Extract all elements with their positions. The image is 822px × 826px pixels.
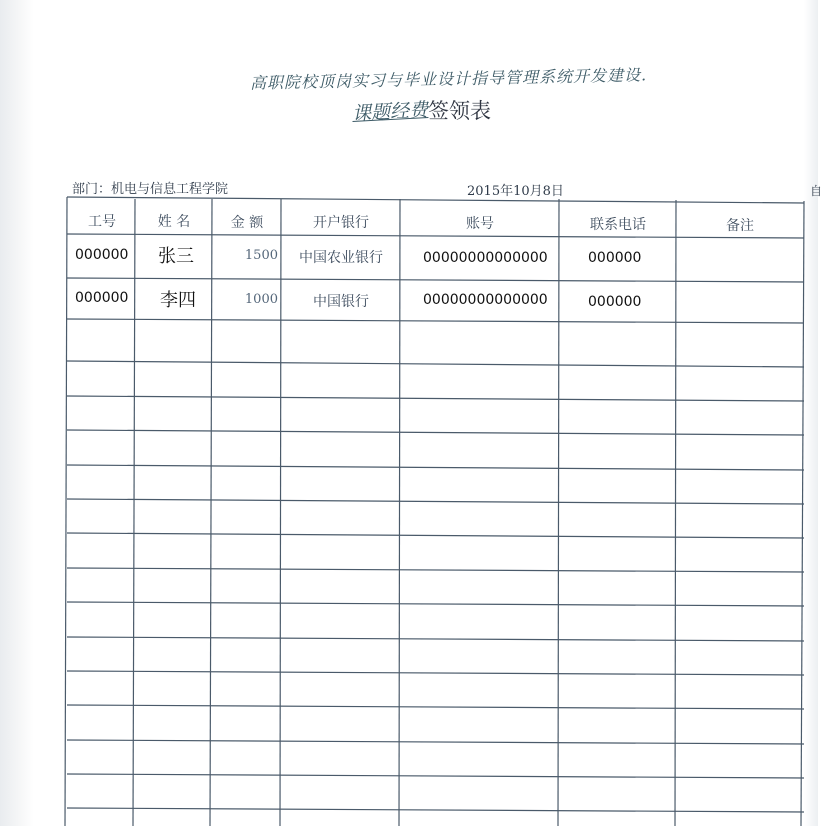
- header-name: 姓 名: [157, 214, 191, 230]
- handwritten-funding-label: 课题经费: [351, 99, 429, 125]
- row1-name: 张三: [158, 246, 194, 267]
- header-employee-id: 工号: [88, 214, 116, 230]
- header-phone: 联系电话: [590, 217, 646, 233]
- row2-account: 00000000000000: [423, 292, 548, 308]
- row2-employee-id: 000000: [75, 290, 129, 306]
- row2-phone: 000000: [588, 294, 642, 310]
- row1-phone: 000000: [588, 250, 642, 266]
- header-note: 备注: [726, 218, 754, 234]
- header-account: 账号: [466, 216, 494, 232]
- row1-amount: 1500: [244, 248, 278, 263]
- header-amount: 金 额: [230, 215, 264, 231]
- handwritten-project-title: 高职院校顶岗实习与毕业设计指导管理系统开发建设.: [249, 65, 648, 93]
- row1-account: 00000000000000: [423, 250, 548, 266]
- row2-bank: 中国银行: [313, 294, 369, 310]
- row2-name: 李四: [160, 290, 196, 311]
- row1-employee-id: 000000: [75, 247, 129, 263]
- cut-off-char: 自: [810, 184, 822, 198]
- row1-bank: 中国农业银行: [299, 250, 383, 266]
- row2-amount: 1000: [244, 292, 278, 307]
- date-label: 2015年10月8日: [467, 184, 564, 199]
- printed-title: 签领表: [428, 99, 492, 123]
- department-label: 部门：机电与信息工程学院: [72, 182, 229, 197]
- header-bank: 开户银行: [313, 215, 369, 231]
